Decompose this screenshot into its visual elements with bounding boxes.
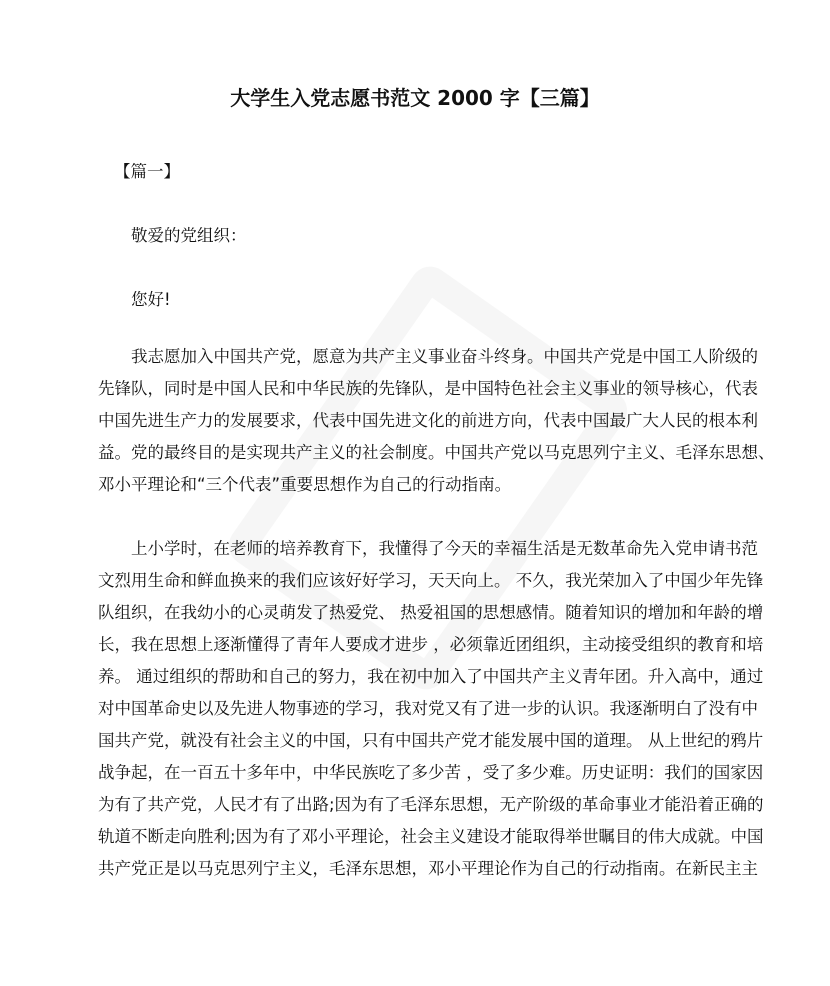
paragraph-line: 队组织，在我幼小的心灵萌发了热爱党、 热爱祖国的思想感情。随着知识的增加和年龄的增 bbox=[98, 603, 764, 622]
paragraph-1 bbox=[98, 341, 775, 501]
paragraph-2 bbox=[98, 533, 764, 885]
document-title: 大学生入党志愿书范文 2000 字【三篇】 bbox=[230, 86, 600, 110]
paragraph-line: 轨道不断走向胜利;因为有了邓小平理论，社会主义建设才能取得举世瞩目的伟大成就。中国 bbox=[98, 827, 764, 846]
paragraph-line: 邓小平理论和“三个代表”重要思想作为自己的行动指南。 bbox=[98, 475, 512, 494]
salutation: 敬爱的党组织： bbox=[131, 226, 247, 245]
paragraph-line: 先锋队，同时是中国人民和中华民族的先锋队，是中国特色社会主义事业的领导核心，代表 bbox=[98, 379, 758, 398]
greeting: 您好! bbox=[131, 290, 171, 309]
paragraph-line: 为有了共产党，人民才有了出路;因为有了毛泽东思想，无产阶级的革命事业才能沿着正确的 bbox=[98, 795, 764, 814]
paragraph-line: 长，我在思想上逐渐懂得了青年人要成才进步 ，必须靠近团组织，主动接受组织的教育和培 bbox=[98, 635, 764, 654]
paragraph-line: 文烈用生命和鲜血换来的我们应该好好学习，天天向上。 不久，我光荣加入了中国少年先锋 bbox=[98, 571, 764, 590]
paragraph-line: 对中国革命史以及先进人物事迹的学习，我对党又有了进一步的认识。我逐渐明白了没有中 bbox=[98, 699, 758, 718]
paragraph-line: 中国先进生产力的发展要求，代表中国先进文化的前进方向，代表中国最广大人民的根本利 bbox=[98, 411, 758, 430]
section-heading: 【篇一】 bbox=[114, 162, 180, 181]
paragraph-line: 上小学时，在老师的培养教育下，我懂得了今天的幸福生活是无数革命先入党申请书范 bbox=[131, 539, 758, 558]
paragraph-line: 战争起，在一百五十多年中，中华民族吃了多少苦 ，受了多少难。历史证明：我们的国家因 bbox=[98, 763, 764, 782]
paragraph-line: 我志愿加入中国共产党，愿意为共产主义事业奋斗终身。中国共产党是中国工人阶级的 bbox=[131, 347, 758, 366]
paragraph-line: 益。党的最终目的是实现共产主义的社会制度。中国共产党以马克思列宁主义、毛泽东思想、 bbox=[98, 443, 775, 462]
paragraph-line: 养。 通过组织的帮助和自己的努力，我在初中加入了中国共产主义青年团。升入高中，通过 bbox=[98, 667, 764, 686]
paragraph-line: 共产党正是以马克思列宁主义，毛泽东思想，邓小平理论作为自己的行动指南。在新民主主 bbox=[98, 859, 758, 878]
paragraph-line: 国共产党，就没有社会主义的中国，只有中国共产党才能发展中国的道理。 从上世纪的鸦片 bbox=[98, 731, 764, 750]
